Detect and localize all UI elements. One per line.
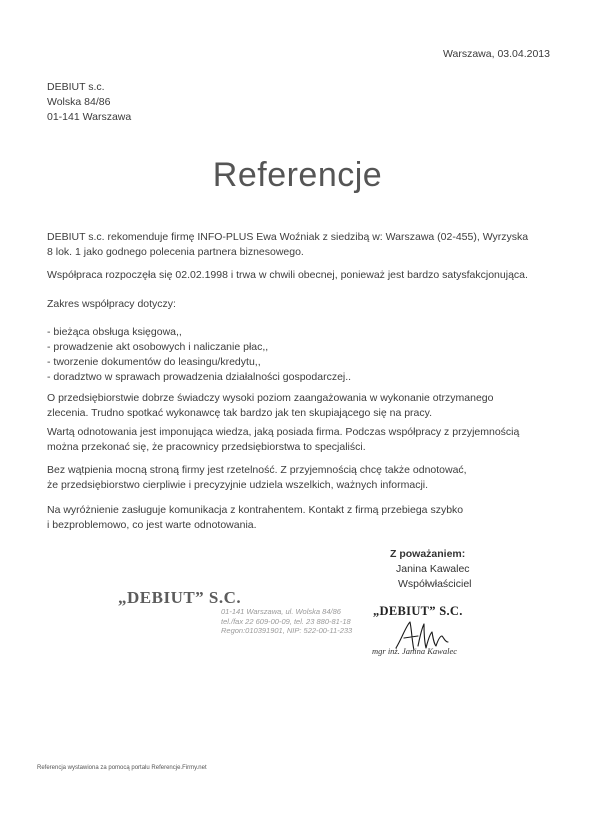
list-item: - tworzenie dokumentów do leasingu/kredytu,, <box>47 356 261 368</box>
list-item: - prowadzenie akt osobowych i naliczanie płac,, <box>47 341 269 353</box>
sender-name: DEBIUT s.c. <box>47 81 105 93</box>
paragraph-line: DEBIUT s.c. rekomenduje firmę INFO-PLUS Ewa Woźniak z siedzibą w: Warszawa (02-455), Wyrzyska <box>47 231 529 243</box>
paragraph-reliability <box>47 463 552 493</box>
signature-caption: mgr inż. Janina Kawalec <box>372 646 457 656</box>
paragraph-communication <box>47 503 552 533</box>
company-stamp-line: 01-141 Warszawa, ul. Wolska 84/86 <box>221 607 341 616</box>
company-stamp-name: „DEBIUT” S.C. <box>118 588 242 607</box>
sender-address <box>47 80 131 125</box>
paragraph-engagement <box>47 391 552 421</box>
paragraph-line: Współpraca rozpoczęła się 02.02.1998 i trwa w chwili obecnej, ponieważ jest bardzo satysfakcjonująca. <box>47 269 528 281</box>
paragraph-line: że przedsiębiorstwo cierpliwie i precyzyjnie udziela wszelkich, ważnych informacji. <box>47 479 429 491</box>
paragraph-line: Wartą odnotowania jest imponująca wiedza, jaką posiada firma. Podczas współpracy z przyjemnością <box>47 426 520 438</box>
paragraph-line: zlecenia. Trudno spotkać wykonawcę tak bardzo jak ten skupiającego się na pracy. <box>47 407 433 419</box>
signatory-name: Janina Kawalec <box>396 563 470 575</box>
paragraph-line: Zakres współpracy dotyczy: <box>47 298 176 310</box>
paragraph-line: O przedsiębiorstwie dobrze świadczy wysoki poziom zaangażowania w wykonanie otrzymanego <box>47 392 494 404</box>
paragraph-line: Na wyróżnienie zasługuje komunikacja z kontrahentem. Kontakt z firmą przebiega szybko <box>47 504 464 516</box>
paragraph-line: i bezproblemowo, co jest warte odnotowania. <box>47 519 257 531</box>
paragraph-knowledge <box>47 425 552 455</box>
letter-date: Warszawa, 03.04.2013 <box>442 48 550 60</box>
footer-note: Referencja wystawiona za pomocą portalu Referencje.Firmy.net <box>37 765 207 771</box>
company-stamp-line: Regon:010391901, NIP: 522-00-11-233 <box>221 626 353 635</box>
company-stamp-line: tel./fax 22 609-00-09, tel. 23 880-81-18 <box>221 616 351 626</box>
paragraph-line: Bez wątpienia mocną stroną firmy jest rzetelność. Z przyjemnością chcę także odnotować, <box>47 464 467 476</box>
closing-greeting: Z poważaniem: <box>390 548 466 560</box>
paragraph-recommendation <box>47 230 552 260</box>
closing-block <box>390 547 472 592</box>
list-item: - bieżąca obsługa księgowa,, <box>47 326 182 338</box>
company-stamp-address <box>221 607 352 636</box>
duties-list <box>47 325 351 385</box>
paragraph-scope-heading <box>47 297 552 312</box>
paragraph-line: można przekonać się, że pracownicy przedsiębiorstwa to specjaliści. <box>47 441 366 453</box>
list-item: - doradztwo w sprawach prowadzenia działalności gospodarczej.. <box>47 371 352 383</box>
document-title: Referencje <box>212 156 383 194</box>
paragraph-line: 8 lok. 1 jako godnego polecenia partnera biznesowego. <box>47 246 304 258</box>
sender-street: Wolska 84/86 <box>47 96 111 108</box>
sender-city: 01-141 Warszawa <box>47 111 132 123</box>
paragraph-cooperation <box>47 268 552 283</box>
signatory-role: Współwłaściciel <box>398 578 472 590</box>
signature-stamp-name: „DEBIUT” S.C. <box>373 604 463 618</box>
